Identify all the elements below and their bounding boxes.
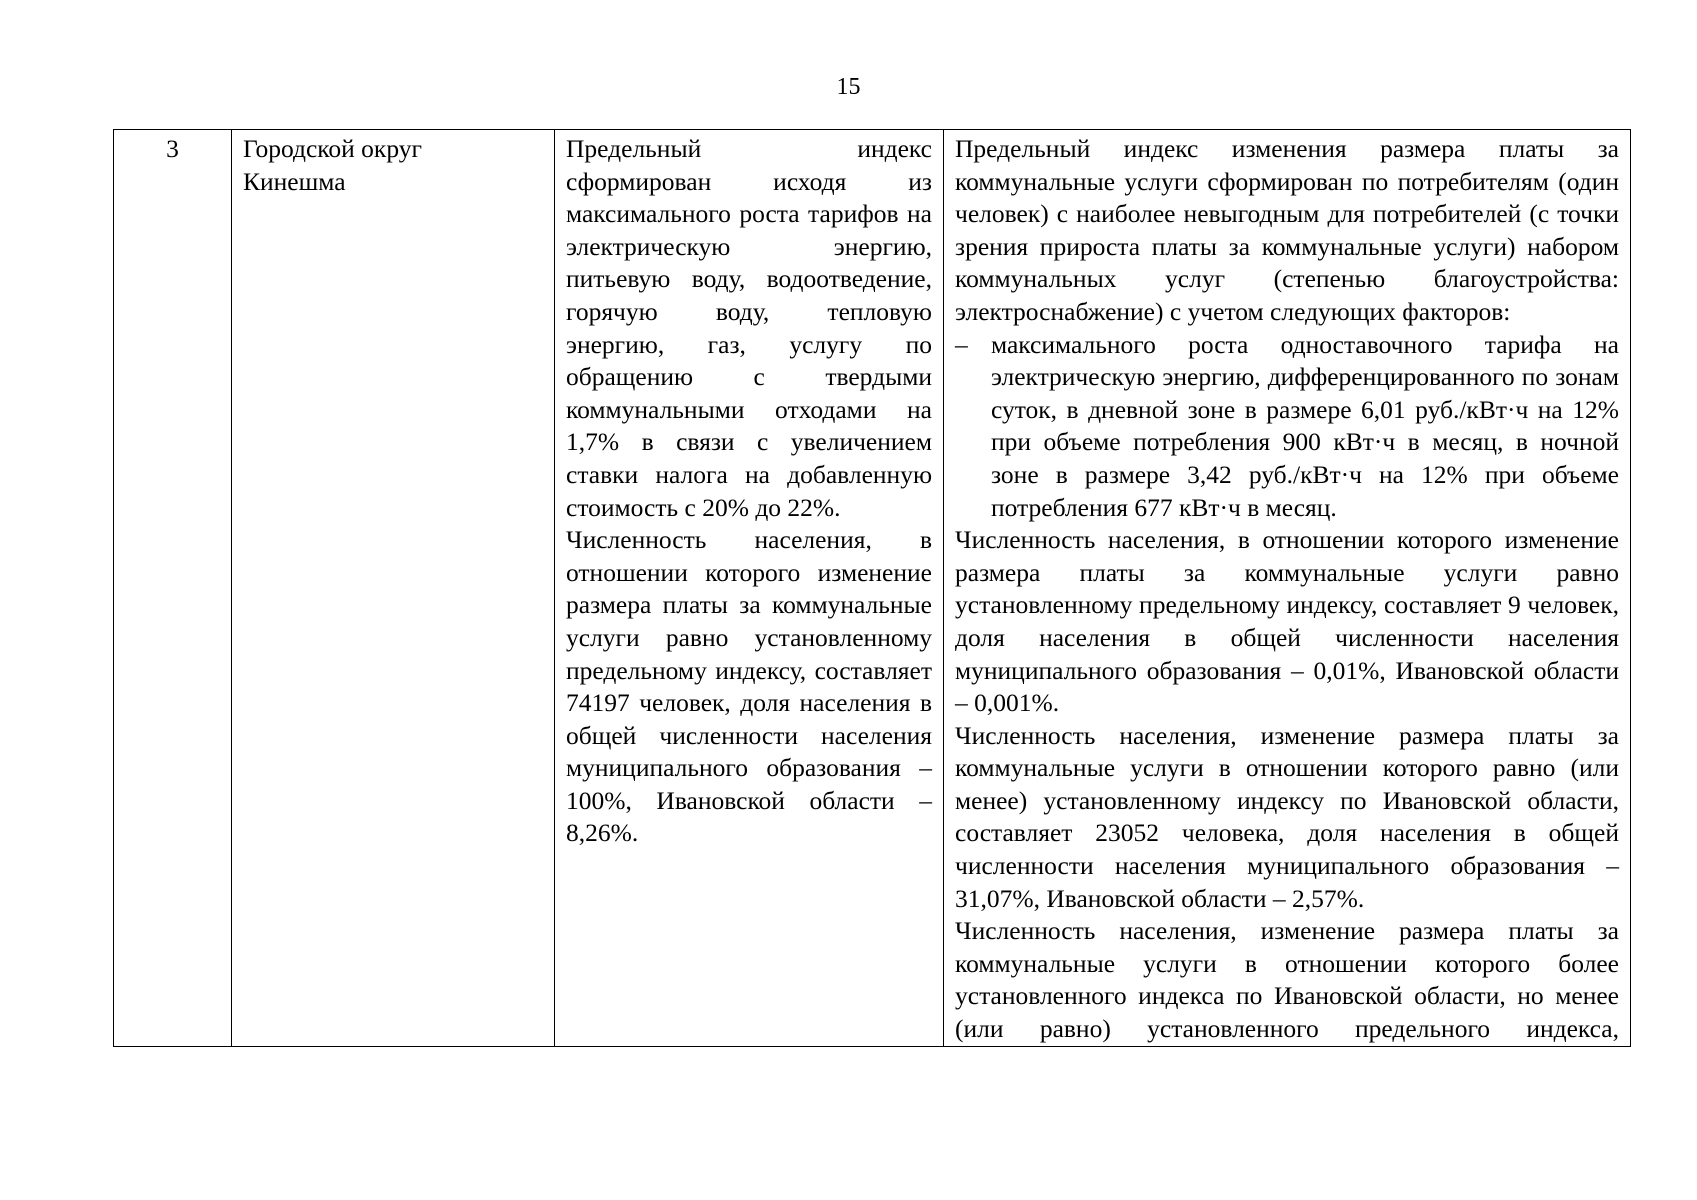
factor-text: максимального роста одноставочного тарифа на электрическую энергию, дифференцированного по зонам суток, в дневной зоне в размере 6,01 руб./кВт·ч на 12% при объеме потребления 900 кВт·ч в месяц, в ночной зоне в размере 3,42 руб./кВт·ч на 12% при объеме потребления 677 кВт·ч в месяц. xyxy=(991,329,1619,522)
population-equal-paragraph: Численность населения, в отношении которого изменение размера платы за коммунальные услуги равно установленному предельному индексу, составляет 9 человек, доля населения в общей численности населения муниципального образования – 0,01%, Ивановской области – 0,001%. xyxy=(955,525,1619,718)
table-row xyxy=(114,130,1631,1047)
index-basis-paragraph: Предельный индекс сформирован исходя из максимального роста тарифов на электрическую энергию, питьевую воду, водоотведение, горячую воду, тепловую энергию, газ, услугу по обращению с твердыми коммунальными отходами на 1,7% в связи с увеличением ставки налога на добавленную стоимость с 20% до 22%. xyxy=(566,134,932,522)
list-dash: – xyxy=(955,329,968,359)
row-number: 3 xyxy=(166,134,179,163)
tariff-index-table xyxy=(113,129,1631,1047)
population-more-paragraph: Численность населения, изменение размера платы за коммунальные услуги в отношении которого более установленного индекса по Ивановской области, но менее (или равно) установленного предельного индекса, xyxy=(955,916,1619,1044)
index-description-cell xyxy=(944,130,1631,1047)
description-intro-paragraph: Предельный индекс изменения размера платы за коммунальные услуги сформирован по потребителям (один человек) с наиболее невыгодным для потребителей (с точки зрения прироста платы за коммунальные услуги) набором коммунальных услуг (степенью благоустройства: электроснабжение) с учетом следующих факторов: xyxy=(955,134,1619,326)
page-number: 15 xyxy=(836,74,861,100)
index-population-paragraph: Численность населения, в отношении которого изменение размера платы за коммунальные услуги равно установленному предельному индексу, составляет 74197 человек, доля населения в общей численности населения муниципального образования – 100%, Ивановской области – 8,26%. xyxy=(566,525,932,848)
index-basis-cell xyxy=(555,130,944,1047)
row-number-cell xyxy=(114,130,232,1047)
factor-list-item xyxy=(955,329,1619,525)
population-less-paragraph: Численность населения, изменение размера платы за коммунальные услуги в отношении которого равно (или менее) установленному индексу по Ивановской области, составляет 23052 человека, доля населения в общей численности населения муниципального образования – 31,07%, Ивановской области – 2,57%. xyxy=(955,720,1619,913)
municipality-cell xyxy=(232,130,555,1047)
municipality-name: Городской округ Кинешма xyxy=(243,134,422,196)
